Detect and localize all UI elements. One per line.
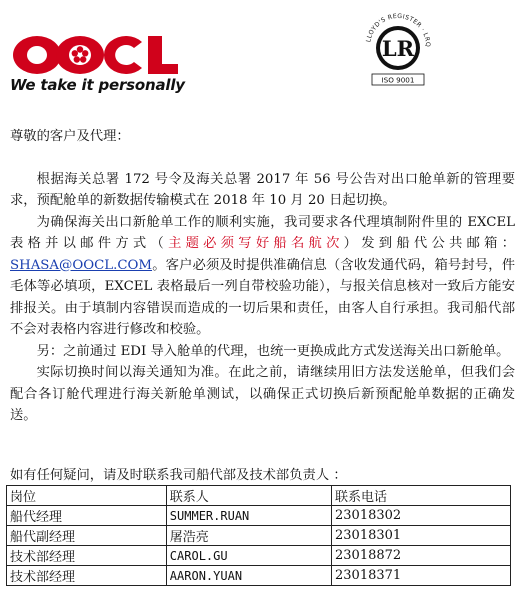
cell-contact: 屠浩亮 xyxy=(166,526,331,546)
paragraph-switch-timing: 实际切换时间以海关通知为准。在此之前，请继续用旧方法发送舱单，但我们会配合各订舱代理进行海关新舱单测试，以确保正式切换后新预配舱单数据的正确发送。 xyxy=(10,365,515,423)
cell-contact: CAROL.GU xyxy=(166,546,331,566)
cell-contact: AARON.YUAN xyxy=(166,566,331,586)
subject-requirement-note: 主题必须写好船名航次 xyxy=(168,236,344,251)
shasa-email-link[interactable]: SHASA@OOCL.COM xyxy=(10,257,153,273)
table-row xyxy=(7,506,511,526)
cell-phone: 23018301 xyxy=(332,526,511,546)
paragraph-instructions-part-c: 。客户必须及时提供准确信息（含收发通代码，箱号封号，件毛体等必填项，EXCEL 表格最后一列自带校验功能），与报关信息核对一致后方能安排报关。由于填制内容错误而造成的一切后果和责任，由客人自行承担。我司船代部不会对表格内容进行修改和校验。 xyxy=(10,257,515,337)
cell-role: 技术部经理 xyxy=(7,546,167,566)
paragraph-instructions-part-a: 为确保海关出口新舱单工作的顺利实施，我司要求各代理填制附件里的 EXCEL 表格并以邮件方式（ xyxy=(10,214,515,251)
paragraph-instructions-part-b: ）发到船代公共邮箱： xyxy=(343,236,516,251)
greeting: 尊敬的客户及代理： xyxy=(10,129,130,144)
letter-body xyxy=(10,126,515,427)
brand-tagline: We take it personally xyxy=(10,76,185,94)
cell-phone: 23018302 xyxy=(332,506,511,526)
table-row xyxy=(7,526,511,546)
oocl-wordmark-graphic xyxy=(10,34,180,76)
lrqa-ring-text: LLOYD'S REGISTER · LRQ xyxy=(365,12,432,48)
cell-phone: 23018872 xyxy=(332,546,511,566)
letter-header xyxy=(0,0,521,110)
iso-9001-label: ISO 9001 xyxy=(381,75,415,85)
paragraph-edi-note: 另：之前通过 EDI 导入舱单的代理，也统一更换成此方式发送海关出口新舱单。 xyxy=(36,343,510,359)
contacts-table xyxy=(6,485,511,586)
header-role: 岗位 xyxy=(7,486,167,506)
lrqa-certification-logo xyxy=(358,4,438,88)
table-row xyxy=(7,546,511,566)
paragraph-instructions xyxy=(10,212,515,341)
paragraph-regulation: 根据海关总署 172 号令及海关总署 2017 年 56 号公告对出口舱单新的管理要求，预配舱单的新数据传输模式在 2018 年 10 月 20 日起切换。 xyxy=(10,171,515,208)
table-header-row xyxy=(7,486,511,506)
cell-role: 船代副经理 xyxy=(7,526,167,546)
table-row xyxy=(7,566,511,586)
header-contact: 联系人 xyxy=(166,486,331,506)
cell-role: 船代经理 xyxy=(7,506,167,526)
cell-role: 技术部经理 xyxy=(7,566,167,586)
cell-phone: 23018371 xyxy=(332,566,511,586)
header-phone: 联系电话 xyxy=(332,486,511,506)
lrqa-mark: LR xyxy=(381,36,415,61)
cell-contact: SUMMER.RUAN xyxy=(166,506,331,526)
contact-intro: 如有任何疑问，请及时联系我司船代部及技术部负责人 ： xyxy=(10,468,347,483)
